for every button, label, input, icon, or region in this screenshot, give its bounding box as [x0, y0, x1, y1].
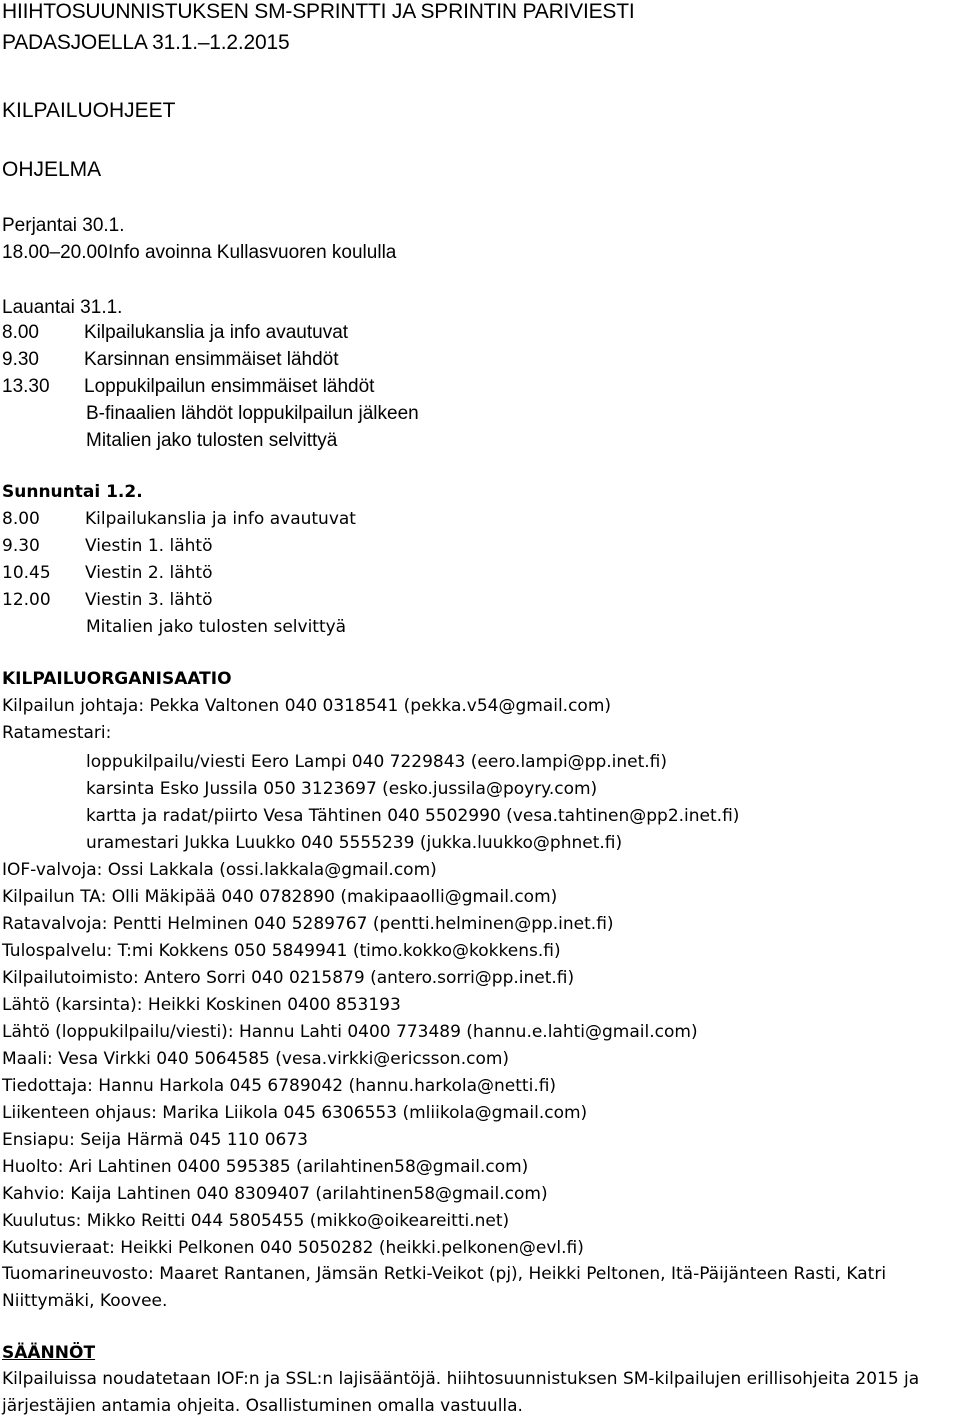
org-role: Ensiapu: Seija Härmä 045 110 0673 [2, 1130, 308, 1150]
org-role: Kahvio: Kaija Lahtinen 040 8309407 (arilahtinen58@gmail.com) [2, 1184, 548, 1204]
schedule-row [2, 376, 374, 398]
schedule-row [2, 509, 356, 529]
heading-ohjelma: OHJELMA [2, 158, 102, 181]
schedule-row [2, 563, 212, 583]
org-role: Ratavalvoja: Pentti Helminen 040 5289767 (pentti.helminen@pp.inet.fi) [2, 914, 614, 934]
heading-kilpailuohjeet: KILPAILUOHJEET [2, 99, 176, 122]
schedule-text: Viestin 3. lähtö [85, 590, 213, 610]
schedule-time: 13.30 [2, 376, 50, 397]
heading-kilpailuorganisaatio: KILPAILUORGANISAATIO [2, 669, 232, 689]
schedule-text: Karsinnan ensimmäiset lähdöt [84, 349, 339, 370]
org-role: Lähtö (loppukilpailu/viesti): Hannu Lahti 0400 773489 (hannu.e.lahti@gmail.com) [2, 1022, 698, 1042]
org-role: Tulospalvelu: T:mi Kokkens 050 5849941 (timo.kokko@kokkens.fi) [2, 941, 561, 961]
schedule-continuation: Mitalien jako tulosten selvittyä [86, 430, 338, 451]
org-course-setter: kartta ja radat/piirto Vesa Tähtinen 040 5502990 (vesa.tahtinen@pp2.inet.fi) [86, 806, 740, 826]
schedule-text: Kilpailukanslia ja info avautuvat [84, 322, 349, 343]
schedule-text: Loppukilpailun ensimmäiset lähdöt [84, 376, 375, 397]
schedule-continuation: Mitalien jako tulosten selvittyä [86, 617, 347, 637]
org-role: Kilpailun TA: Olli Mäkipää 040 0782890 (makipaaolli@gmail.com) [2, 887, 558, 907]
document-title-line-1: HIIHTOSUUNNISTUKSEN SM-SPRINTTI JA SPRINTIN PARIVIESTI [2, 0, 635, 23]
org-role: Kutsuvieraat: Heikki Pelkonen 040 5050282 (heikki.pelkonen@evl.fi) [2, 1238, 584, 1258]
schedule-text: Kilpailukanslia ja info avautuvat [85, 509, 356, 529]
org-role: Kilpailutoimisto: Antero Sorri 040 0215879 (antero.sorri@pp.inet.fi) [2, 968, 575, 988]
schedule-time: 9.30 [2, 349, 39, 370]
org-course-setter: loppukilpailu/viesti Eero Lampi 040 7229843 (eero.lampi@pp.inet.fi) [86, 752, 668, 772]
schedule-continuation: B-finaalien lähdöt loppukilpailun jälkeen [86, 403, 419, 424]
schedule-row [2, 590, 212, 610]
schedule-text: Viestin 1. lähtö [85, 536, 213, 556]
schedule-time: 8.00 [2, 322, 39, 343]
schedule-time: 18.00–20.00 [2, 242, 108, 263]
org-role: IOF-valvoja: Ossi Lakkala (ossi.lakkala@gmail.com) [2, 860, 437, 880]
day-label-friday: Perjantai 30.1. [2, 215, 125, 236]
schedule-time: 10.45 [2, 563, 51, 583]
org-director: Kilpailun johtaja: Pekka Valtonen 040 0318541 (pekka.v54@gmail.com) [2, 696, 612, 716]
schedule-row [2, 242, 396, 264]
rules-text: Kilpailuissa noudatetaan IOF:n ja SSL:n lajisääntöjä. hiihtosuunnistuksen SM-kilpailujen erillisohjeita 2015 ja järjestäjien antamia ohjeita. Osallistuminen omalla vastuulla. [2, 1369, 920, 1416]
org-course-setter: karsinta Esko Jussila 050 3123697 (esko.jussila@poyry.com) [86, 779, 598, 799]
heading-saannot: SÄÄNNÖT [2, 1343, 96, 1363]
schedule-row [2, 349, 339, 371]
day-label-saturday: Lauantai 31.1. [2, 297, 123, 318]
org-role: Lähtö (karsinta): Heikki Koskinen 0400 853193 [2, 995, 401, 1015]
org-role: Tiedottaja: Hannu Harkola 045 6789042 (hannu.harkola@netti.fi) [2, 1076, 557, 1096]
schedule-time: 12.00 [2, 590, 51, 610]
schedule-time: 8.00 [2, 509, 40, 529]
org-role: Kuulutus: Mikko Reitti 044 5805455 (mikko@oikeareitti.net) [2, 1211, 510, 1231]
schedule-time: 9.30 [2, 536, 40, 556]
org-jury: Tuomarineuvosto: Maaret Rantanen, Jämsän Retki-Veikot (pj), Heikki Peltonen, Itä-Päijänteen Rasti, Katri Niittymäki, Koovee. [2, 1264, 887, 1311]
org-role: Maali: Vesa Virkki 040 5064585 (vesa.virkki@ericsson.com) [2, 1049, 510, 1069]
schedule-row [2, 322, 348, 344]
schedule-text: Info avoinna Kullasvuoren koululla [108, 242, 397, 263]
org-role: Huolto: Ari Lahtinen 0400 595385 (arilahtinen58@gmail.com) [2, 1157, 529, 1177]
schedule-row [2, 536, 212, 556]
day-label-sunday: Sunnuntai 1.2. [2, 482, 143, 502]
org-role: Liikenteen ohjaus: Marika Liikola 045 6306553 (mliikola@gmail.com) [2, 1103, 588, 1123]
org-course-setter: uramestari Jukka Luukko 040 5555239 (jukka.luukko@phnet.fi) [86, 833, 623, 853]
document-title-line-2: PADASJOELLA 31.1.–1.2.2015 [2, 31, 290, 54]
schedule-text: Viestin 2. lähtö [85, 563, 213, 583]
org-course-setters-label: Ratamestari: [2, 723, 112, 743]
